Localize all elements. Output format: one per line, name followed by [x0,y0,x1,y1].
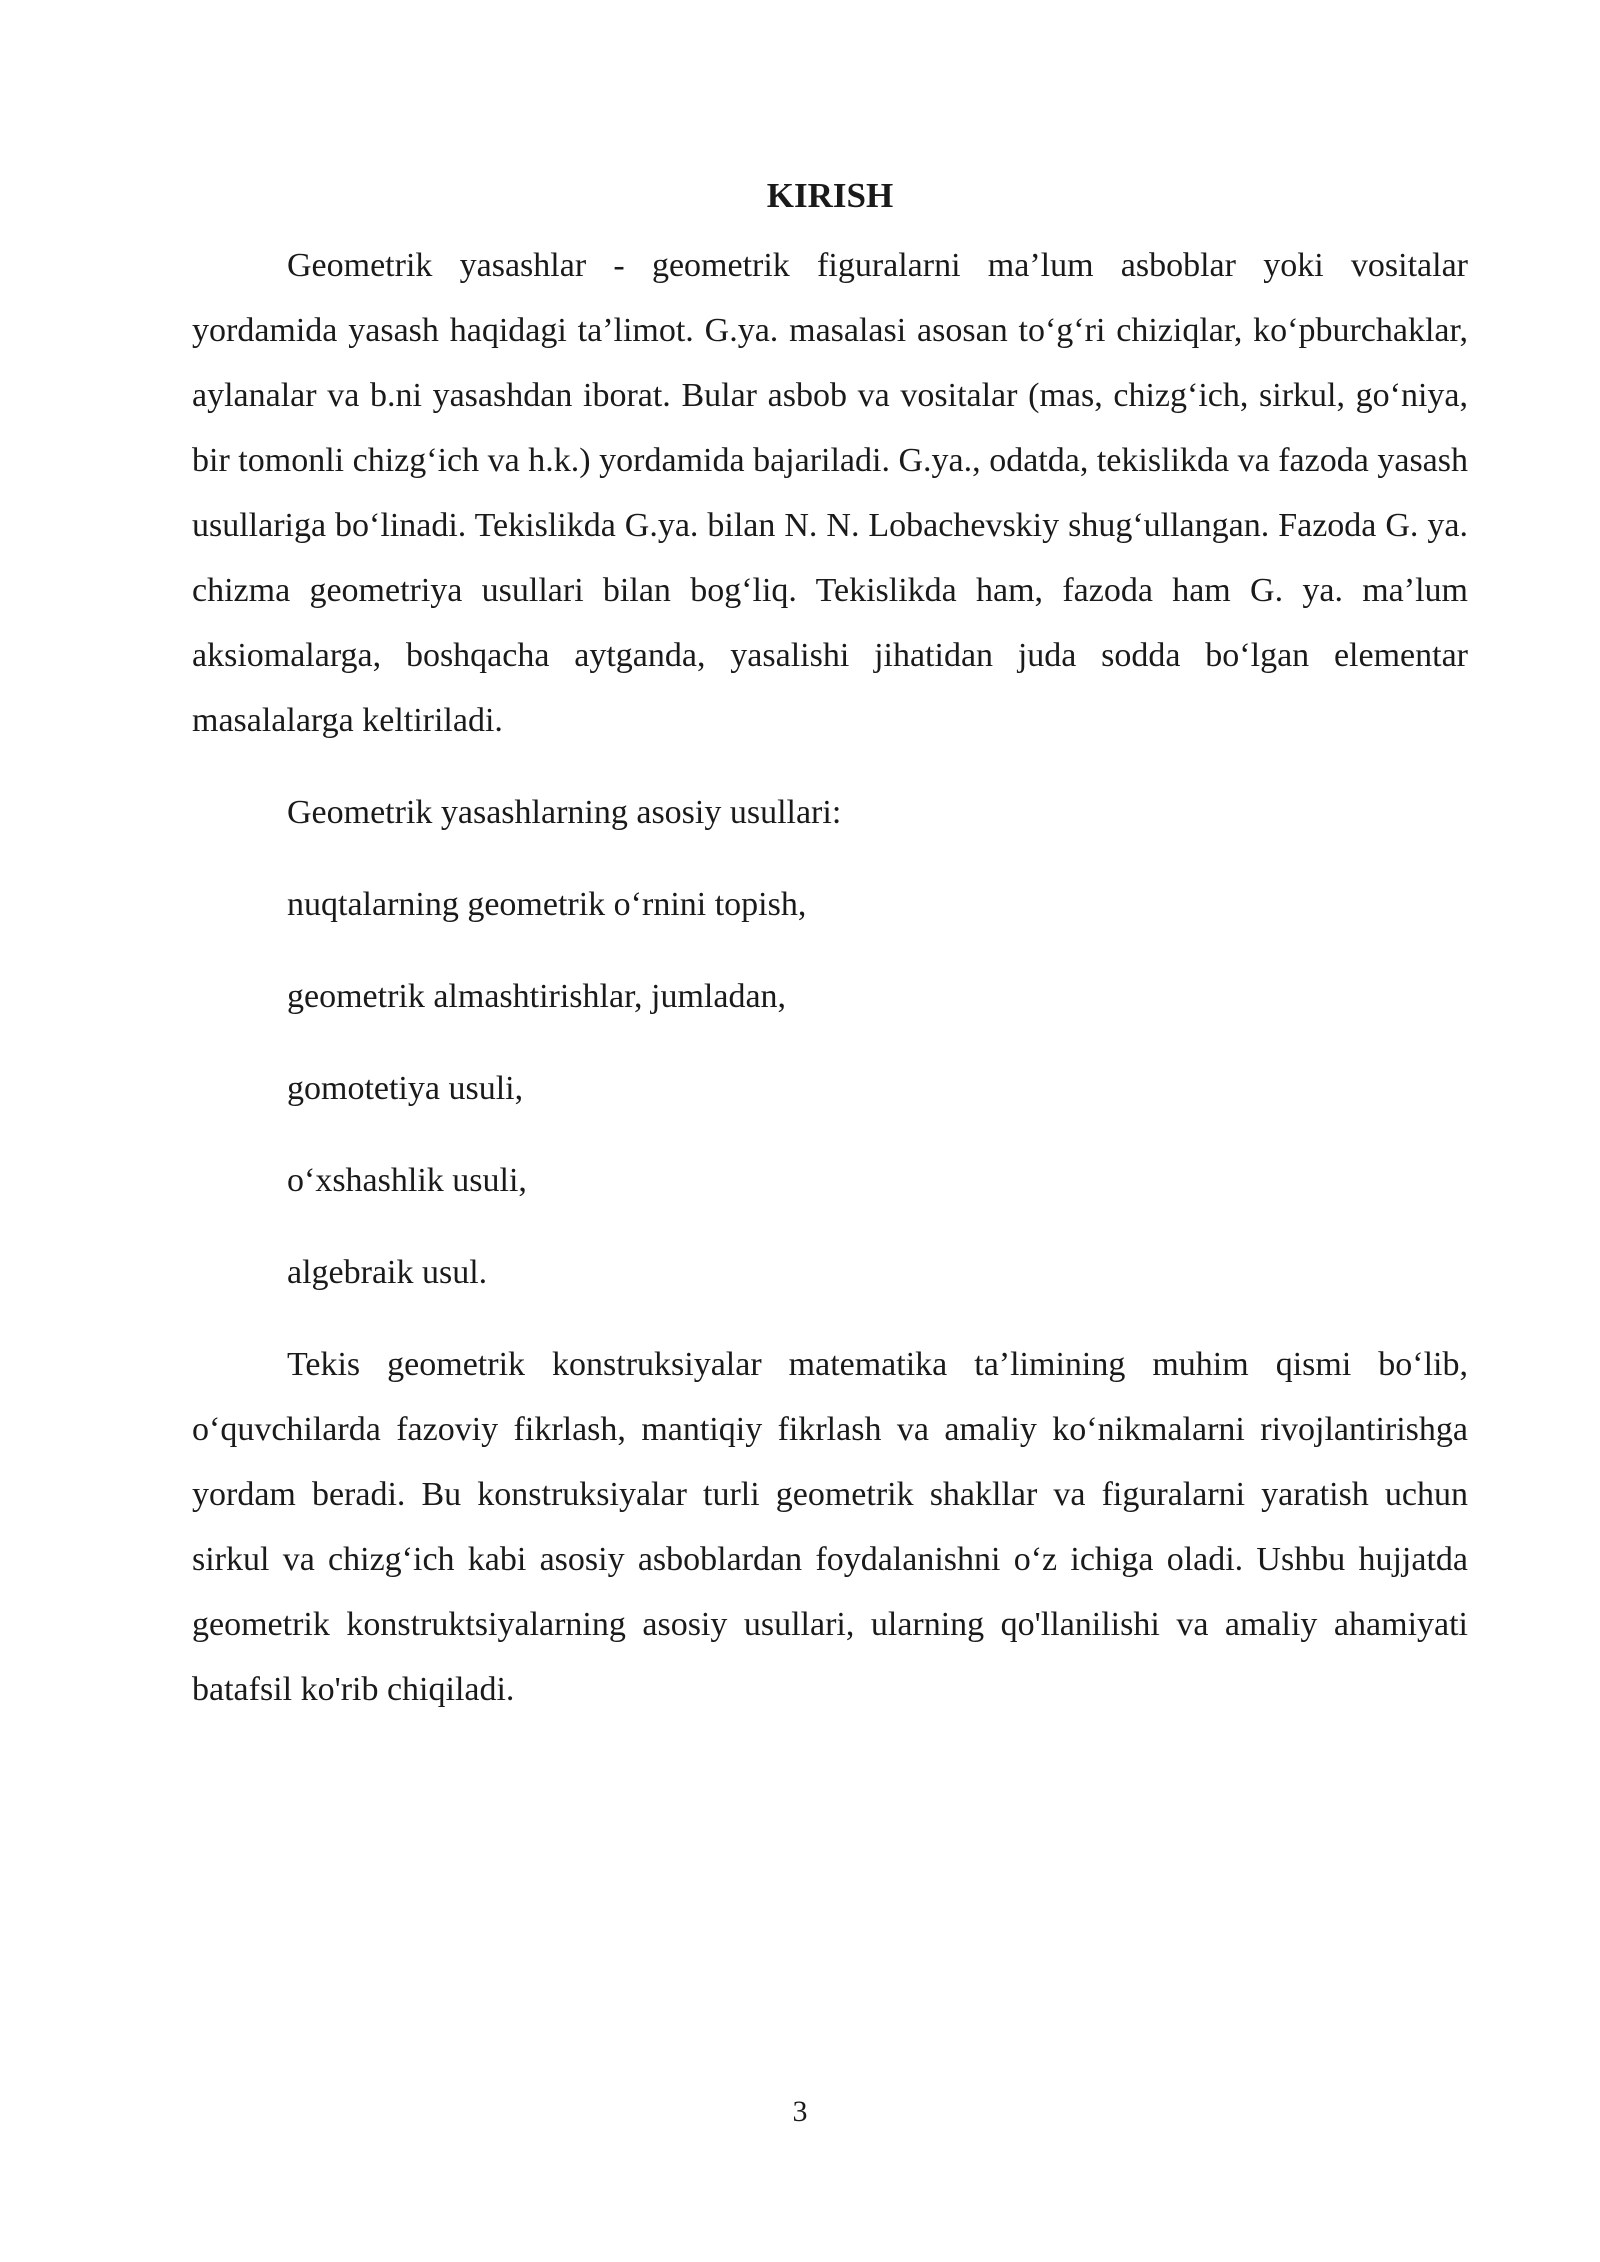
methods-heading: Geometrik yasashlarning asosiy usullari: [287,794,842,831]
list-item: algebraik usul. [287,1254,488,1291]
list-item: nuqtalarning geometrik o‘rnini topish, [287,886,807,923]
page-number: 3 [792,2095,808,2128]
list-item: o‘xshashlik usuli, [287,1162,527,1199]
methods-list [192,872,1468,1305]
page-content [192,170,1468,1722]
intro-paragraph: Geometrik yasashlar - geometrik figuralarni ma’lum asboblar yoki vositalar yordamida yasash haqidagi ta’limot. G.ya. masalasi asosan to‘g‘ri chiziqlar, ko‘pburchaklar, aylanalar va b.ni yasashdan iborat. Bular asbob va vositalar (mas, chizg‘ich, sirkul, go‘niya, bir tomonli chizg‘ich va h.k.) yordamida bajariladi. G.ya., odatda, tekislikda va fazoda yasash usullariga bo‘linadi. Tekislikda G.ya. bilan N. N. Lobachevskiy shug‘ullangan. Fazoda G. ya. chizma geometriya usullari bilan bog‘liq. Tekislikda ham, fazoda ham G. ya. ma’lum aksiomalarga, boshqacha aytganda, yasalishi jihatidan juda sodda bo‘lgan elementar masalalarga keltiriladi. [192,247,1468,739]
list-item: geometrik almashtirishlar, jumladan, [287,978,787,1015]
closing-paragraph: Tekis geometrik konstruksiyalar matematika ta’limining muhim qismi bo‘lib, o‘quvchilarda fazoviy fikrlash, mantiqiy fikrlash va amaliy ko‘nikmalarni rivojlantirishga yordam beradi. Bu konstruksiyalar turli geometrik shakllar va figuralarni yaratish uchun sirkul va chizg‘ich kabi asosiy asboblardan foydalanishni o‘z ichiga oladi. Ushbu hujjatda geometrik konstruktsiyalarning asosiy usullari, ularning qo'llanilishi va amaliy ahamiyati batafsil ko'rib chiqiladi. [192,1346,1468,1708]
page-title: KIRISH [766,176,894,215]
list-item: gomotetiya usuli, [287,1070,524,1107]
